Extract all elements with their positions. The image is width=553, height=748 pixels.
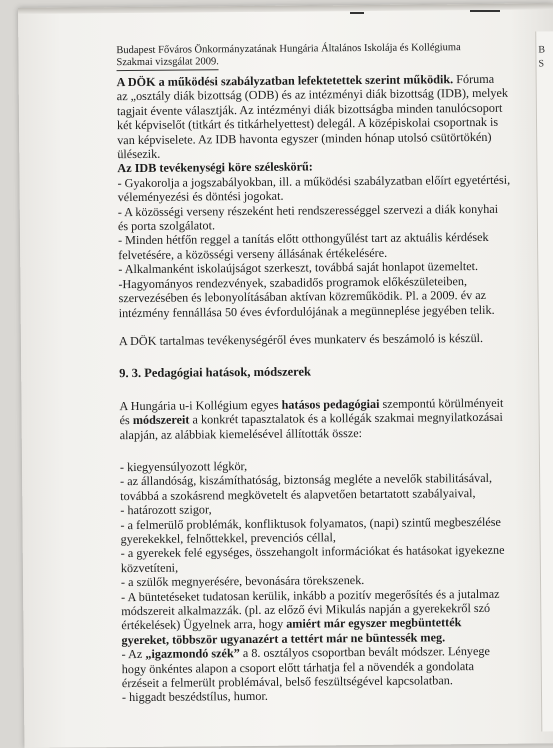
- list-line: felvetésére, a közösségi verseny állásának értékelésére.: [118, 245, 388, 263]
- text-span: A Hungária u-i Kollégium egyes: [119, 397, 282, 413]
- list-line: - kiegyensúlyozott légkör,: [119, 458, 248, 475]
- adjacent-page-letters: [538, 43, 545, 71]
- list-line: - az állandóság, kiszámíthatóság, biztonság megléte a nevelők stabilitásával,: [120, 471, 493, 489]
- list-line: gyerekekkel, felnőttekkel, prevenciós céllal,: [120, 530, 336, 547]
- list-line: - a szülők megnyerésére, bevonására törekszenek.: [120, 573, 365, 590]
- list-line: szervezésében és lebonyolításában aktívan közreműködik. Pl. a 2009. év az: [118, 288, 487, 306]
- paragraph-line: két képviselőt (titkárt és titkárhelyettest) delegál. A középiskolai csoportnak is: [116, 115, 499, 133]
- header-subtitle: Szakmai vizsgálat 2009.: [116, 56, 218, 71]
- list-line: továbbá a szokásrend megkövetelt és alapvetően betartatott szabályaival,: [120, 485, 476, 503]
- scan-artifact: [350, 12, 364, 14]
- text-span: értékelések) Ügyelnek arra, hogy: [121, 617, 287, 633]
- list-line: - A büntetéseket tudatosan kerülik, inkább a pozitív megerősítés és a jutalmaz: [121, 586, 500, 604]
- text-span: Fóruma: [453, 71, 495, 87]
- paragraph-line: ülésezik.: [117, 146, 161, 162]
- text-span: szempontú körülményeit: [379, 395, 504, 411]
- list-line: - Alkalmanként iskolaújságot szerkeszt, továbbá saját honlapot üzemeltet.: [118, 259, 479, 277]
- list-line: hogy önkéntes alapon a csoport előtt tárhatja fel a növendék a gondolata: [121, 658, 475, 676]
- edge-letter: S: [538, 58, 545, 70]
- bold-text: hatásos pedagógiai: [281, 396, 380, 412]
- text-span: és: [119, 413, 133, 428]
- list-line: közvetíteni,: [120, 560, 179, 575]
- paragraph-line: az „osztály diák bizottság (ODB) és az intézményi diák bizottság (IDB), melyek: [116, 86, 509, 104]
- list-line: - higgadt beszédstílus, humor.: [121, 689, 268, 705]
- bold-text: „igazmondó szék”: [145, 646, 240, 662]
- list-line: intézmény fennállása 50 éves évfordulójának a megünneplése jegyében telik.: [118, 302, 495, 320]
- bold-text: A DÖK a működési szabályzatban lefektetettek szerint működik.: [116, 72, 454, 90]
- document-body: [117, 71, 542, 704]
- header-institution: Budapest Főváros Önkormányzatának Hungária Általános Iskolája és Kollégiuma: [116, 42, 461, 57]
- list-line: érzéseit a felmerült problémával, belső feszültségével kapcsolatban.: [121, 673, 453, 691]
- edge-letter: B: [538, 44, 546, 56]
- list-line: és porta szolgálatot.: [117, 218, 216, 234]
- bold-text: amiért már egyszer megbüntették: [286, 615, 462, 632]
- page-header: [116, 42, 526, 72]
- section-title: 9. 3. Pedagógiai hatások, módszerek: [119, 364, 312, 381]
- text-span: a 8. osztályos csoportban bevált módszer. Lényege: [239, 644, 490, 661]
- list-line: - A közösségi verseny részeként heti rendszerességgel szervezi a diák konyhai: [117, 201, 499, 219]
- text-span: a konkrét tapasztalatok és a kollégák szakmai megnyilatkozásai: [189, 409, 503, 427]
- bold-text: gyereket, többször ugyanazért a tettért már ne büntessék meg.: [121, 630, 446, 647]
- list-line: -Hagyományos rendezvények, szabadidős programok előkészületeiben,: [118, 273, 468, 291]
- text-span: - Az: [121, 647, 146, 662]
- page-fold-shadow: [18, 3, 553, 14]
- list-line: módszereit alkalmazzák. (pl. az előző évi Mikulás napján a gyerekekről szó: [121, 600, 491, 619]
- list-line: - a felmerülő problémák, konfliktusok folyamatos, (napi) szintű megbeszélése: [120, 514, 501, 532]
- list-line: - határozott szigor,: [120, 502, 212, 518]
- paragraph-line: alapján, az alábbiak kiemelésével állították össze:: [119, 425, 363, 442]
- list-line: - a gyerekek felé egységes, összehangolt információkat és hatásokat igyekezne: [120, 543, 505, 561]
- paragraph-line: tagjait évente választják. Az intézményi diák bizottságba minden tanulócsoport: [116, 100, 503, 118]
- list-line: véleményezési és döntési jogokat.: [117, 188, 284, 205]
- bold-text: Az IDB tevékenységi köre széleskörű:: [117, 159, 313, 176]
- scan-artifact: [470, 10, 500, 12]
- list-line: - Minden hétfőn reggel a tanítás előtt otthongyűlést tart az aktuális kérdések: [117, 230, 489, 248]
- paragraph-line: A DÖK tartalmas tevékenységéről éves munkaterv és beszámoló is készül.: [118, 330, 484, 349]
- list-line: - Gyakorolja a jogszabályokban, ill. a működési szabályzatban előírt egyetértési,: [117, 172, 511, 190]
- scanned-page: [18, 3, 553, 748]
- bold-text: módszereit: [132, 412, 190, 428]
- paragraph-line: van képviselete. Az IDB havonta egyszer (minden hónap utolsó csütörtökén): [117, 129, 492, 147]
